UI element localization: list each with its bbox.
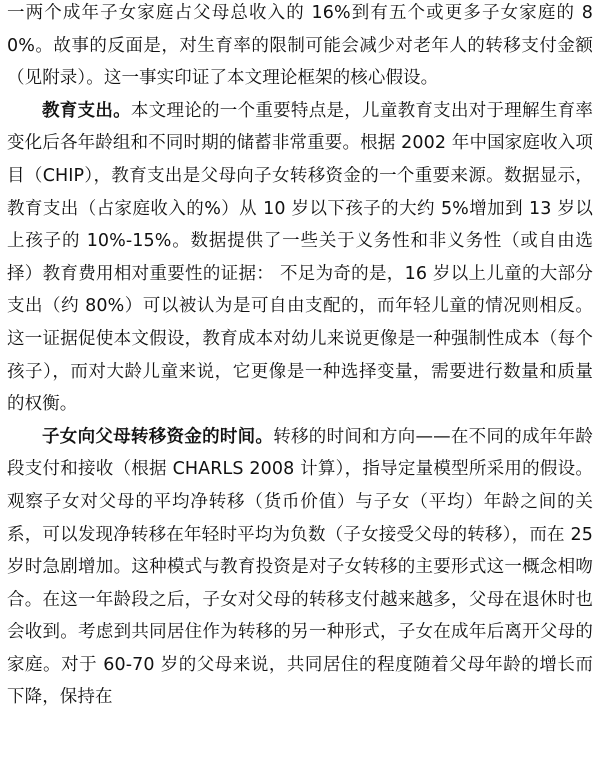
paragraph-intro (7, 0, 593, 95)
paragraph-transfer-timing (7, 421, 593, 714)
paragraph-heading: 教育支出。 (42, 100, 131, 121)
paragraph-text: 本文理论的一个重要特点是，儿童教育支出对于理解生育率变化后各年龄组和不同时期的储蓄非常重要。根据 2002 年中国家庭收入项目（CHIP），教育支出是父母向子女转移资金的一个重要来源。数据显示，教育支出（占家庭收入的%）从 10 岁以下孩子的大约 5%增加到 13 岁以上孩子的 10%-15%。数据提供了一些关于义务性和非义务性（或自由选择）教育费用相对重要性的证据： 不足为奇的是，16 岁以上儿童的大部分支出（约 80%）可以被认为是可自由支配的，而年轻儿童的情况则相反。这一证据促使本文假设，教育成本对幼儿来说更像是一种强制性成本（每个孩子），而对大龄儿童来说，它更像是一种选择变量，需要进行数量和质量的权衡。 (7, 100, 593, 415)
paragraph-text: 一两个成年子女家庭占父母总收入的 16%到有五个或更多子女家庭的 80%。故事的反面是，对生育率的限制可能会减少对老年人的转移支付金额（见附录）。这一事实印证了本文理论框架的核心假设。 (7, 3, 593, 89)
paragraph-heading: 子女向父母转移资金的时间。 (42, 426, 274, 447)
paragraph-education-spending (7, 95, 593, 421)
paragraph-text: 转移的时间和方向——在不同的成年年龄段支付和接收（根据 CHARLS 2008 计算），指导定量模型所采用的假设。观察子女对父母的平均净转移（货币价值）与子女（平均）年龄之间的关系，可以发现净转移在年轻时平均为负数（子女接受父母的转移），而在 25 岁时急剧增加。这种模式与教育投资是对子女转移的主要形式这一概念相吻合。在这一年龄段之后，子女对父母的转移支付越来越多，父母在退休时也会收到。考虑到共同居住作为转移的另一种形式，子女在成年后离开父母的家庭。对于 60-70 岁的父母来说，共同居住的程度随着父母年龄的增长而下降，保持在 (7, 426, 593, 708)
